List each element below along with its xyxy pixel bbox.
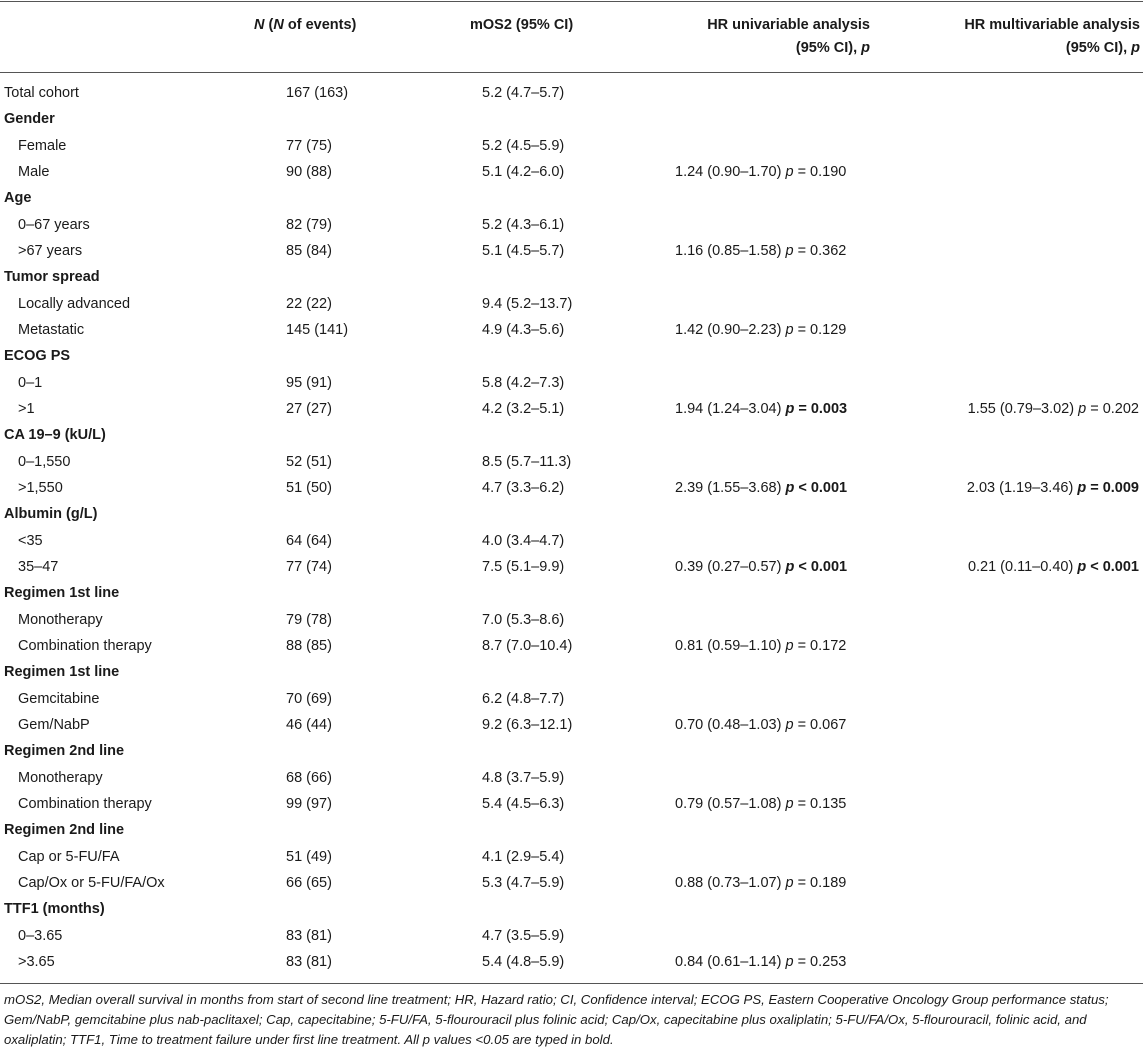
hr-value: 0.81 (0.59–1.10) — [675, 637, 782, 654]
n-events-cell: 64 (64) — [286, 532, 332, 549]
table-row — [0, 949, 1143, 975]
row-label: ECOG PS — [4, 348, 71, 365]
p-symbol: p — [785, 163, 794, 180]
table-body — [0, 80, 1143, 975]
row-label: 35–47 — [18, 558, 59, 575]
row-label: CA 19–9 (kU/L) — [4, 427, 106, 444]
hr-value: 1.42 (0.90–2.23) — [675, 321, 782, 338]
table-row — [0, 870, 1143, 896]
p-value: = 0.009 — [1090, 479, 1139, 496]
p-symbol: p — [785, 400, 795, 417]
mos2-cell: 8.7 (7.0–10.4) — [482, 637, 573, 654]
mos2-cell: 5.2 (4.5–5.9) — [482, 137, 565, 154]
hr-univariable-cell — [675, 949, 846, 975]
table-row — [0, 633, 1143, 659]
n-events-cell: 83 (81) — [286, 927, 332, 944]
row-label: Gem/NabP — [18, 716, 90, 733]
table-row — [0, 212, 1143, 238]
mos2-cell: 4.8 (3.7–5.9) — [482, 769, 565, 786]
table-group-header — [0, 106, 1143, 132]
hr-univariable-cell — [675, 475, 847, 501]
row-label: Regimen 2nd line — [4, 822, 125, 839]
mos2-cell: 9.2 (6.3–12.1) — [482, 716, 573, 733]
row-label: Monotherapy — [18, 769, 103, 786]
p-value: = 0.189 — [797, 874, 847, 891]
mos2-cell: 4.9 (4.3–5.6) — [482, 321, 565, 338]
p-symbol: p — [785, 795, 794, 812]
row-label: >1 — [18, 400, 35, 417]
row-label: Gemcitabine — [18, 690, 100, 707]
n-events-cell: 22 (22) — [286, 295, 332, 312]
top-rule — [0, 1, 1143, 2]
row-label: Monotherapy — [18, 611, 103, 628]
n-events-cell: 27 (27) — [286, 400, 332, 417]
mos2-cell: 6.2 (4.8–7.7) — [482, 690, 565, 707]
table-group-header — [0, 501, 1143, 527]
n-events-cell: 46 (44) — [286, 716, 332, 733]
table-group-header — [0, 343, 1143, 369]
table-row — [0, 844, 1143, 870]
mos2-cell: 5.3 (4.7–5.9) — [482, 874, 565, 891]
mos2-cell: 9.4 (5.2–13.7) — [482, 295, 573, 312]
mos2-cell: 8.5 (5.7–11.3) — [482, 453, 572, 470]
row-label: Cap/Ox or 5-FU/FA/Ox — [18, 874, 165, 891]
header-rule — [0, 72, 1143, 73]
n-events-cell: 51 (49) — [286, 848, 332, 865]
p-value: < 0.001 — [798, 479, 848, 496]
n-events-cell: 68 (66) — [286, 769, 332, 786]
table-footnote: mOS2, Median overall survival in months from start of second line treatment; HR, Hazard ratio; CI, Confidence interval; ECOG PS, Eastern Cooperative Oncology Group performance status; Gem/NabP, gemcitabine plus nab-paclitaxel; Cap, capecitabine; 5-FU/FA, 5-flourouracil plus folinic acid; Cap/Ox, capecitabine plus oxaliplatin; 5-FU/FA/Ox, 5-flourouracil, folinic acid, and oxaliplatin; TTF1, Time to treatment failure under first line treatment. All p values <0.05 are typed in bold. — [4, 992, 1109, 1047]
row-label: 0–3.65 — [18, 927, 63, 944]
hr-univariable-cell — [675, 396, 847, 422]
row-label: TTF1 (months) — [4, 901, 105, 918]
table-row — [0, 475, 1143, 501]
mos2-cell: 4.1 (2.9–5.4) — [482, 848, 565, 865]
table-row — [0, 238, 1143, 264]
n-events-cell: 83 (81) — [286, 953, 332, 970]
hr-univariable-cell — [675, 870, 846, 896]
p-value: = 0.362 — [797, 242, 847, 259]
p-symbol: p — [785, 716, 794, 733]
row-label: Male — [18, 163, 50, 180]
p-symbol: p — [1077, 558, 1087, 575]
row-label: 0–1 — [18, 374, 43, 391]
table-group-header — [0, 738, 1143, 764]
p-symbol: p — [1078, 400, 1087, 417]
hr-value: 1.16 (0.85–1.58) — [675, 242, 782, 259]
mos2-cell: 4.2 (3.2–5.1) — [482, 400, 565, 417]
table-row — [0, 80, 1143, 106]
row-label: Regimen 2nd line — [4, 743, 125, 760]
n-events-cell: 70 (69) — [286, 690, 332, 707]
table-row — [0, 396, 1143, 422]
table-group-header — [0, 185, 1143, 211]
hr-value: 0.21 (0.11–0.40) — [967, 558, 1074, 575]
p-symbol: p — [785, 242, 794, 259]
hr-value: 2.03 (1.19–3.46) — [966, 479, 1074, 496]
hr-univariable-cell — [675, 791, 846, 817]
hr-multivariable-cell — [967, 475, 1139, 501]
header-mos2: mOS2 (95% CI) — [470, 17, 574, 33]
n-events-cell: 77 (74) — [286, 558, 332, 575]
p-symbol: p — [785, 874, 794, 891]
table-row — [0, 765, 1143, 791]
hr-value: 1.24 (0.90–1.70) — [675, 163, 782, 180]
p-value: = 0.172 — [797, 637, 847, 654]
row-label: 0–67 years — [18, 216, 90, 233]
mos2-cell: 5.4 (4.8–5.9) — [482, 953, 565, 970]
mos2-cell: 7.0 (5.3–8.6) — [482, 611, 565, 628]
row-label: Locally advanced — [18, 295, 131, 312]
p-symbol: p — [785, 479, 795, 496]
row-label: Age — [4, 190, 32, 207]
p-value: = 0.003 — [798, 400, 848, 417]
hr-value: 0.70 (0.48–1.03) — [675, 716, 782, 733]
table-row — [0, 159, 1143, 185]
table-group-header — [0, 896, 1143, 922]
header-n-events: N (N of events) — [254, 17, 357, 33]
n-events-cell: 88 (85) — [286, 637, 332, 654]
n-events-cell: 145 (141) — [286, 321, 349, 338]
table-row — [0, 607, 1143, 633]
p-symbol: p — [785, 953, 794, 970]
p-value: = 0.190 — [797, 163, 847, 180]
table-group-header — [0, 817, 1143, 843]
hr-multivariable-cell — [968, 396, 1139, 422]
p-value: = 0.253 — [797, 953, 847, 970]
hr-value: 0.79 (0.57–1.08) — [675, 795, 782, 812]
table-row — [0, 528, 1143, 554]
table-row — [0, 686, 1143, 712]
header-hr-multivariable: HR multivariable analysis (95% CI), p — [964, 17, 1140, 56]
table-row — [0, 449, 1143, 475]
table-row — [0, 317, 1143, 343]
table-row — [0, 712, 1143, 738]
header-hr-univariable: HR univariable analysis (95% CI), p — [707, 17, 870, 56]
mos2-cell: 5.4 (4.5–6.3) — [482, 795, 565, 812]
table-group-header — [0, 659, 1143, 685]
table-row — [0, 370, 1143, 396]
p-value: = 0.202 — [1090, 400, 1139, 417]
row-label: Regimen 1st line — [4, 664, 120, 681]
hr-value: 0.84 (0.61–1.14) — [675, 953, 782, 970]
row-label: Total cohort — [4, 85, 79, 101]
row-label: Tumor spread — [4, 269, 100, 286]
mos2-cell: 5.1 (4.2–6.0) — [482, 163, 565, 180]
n-events-cell: 79 (78) — [286, 611, 332, 628]
mos2-cell: 5.2 (4.7–5.7) — [482, 85, 565, 101]
mos2-cell: 4.7 (3.3–6.2) — [482, 479, 565, 496]
table-row — [0, 923, 1143, 949]
p-value: < 0.001 — [1090, 558, 1139, 575]
row-label: Female — [18, 137, 67, 154]
n-events-cell: 90 (88) — [286, 163, 332, 180]
mos2-cell: 5.2 (4.3–6.1) — [482, 216, 565, 233]
row-label: Gender — [4, 111, 55, 128]
row-label: Combination therapy — [18, 637, 152, 654]
n-events-cell: 52 (51) — [286, 453, 332, 470]
row-label: Cap or 5-FU/FA — [18, 848, 120, 865]
table-row — [0, 554, 1143, 580]
row-label: Albumin (g/L) — [4, 506, 98, 523]
n-events-cell: 95 (91) — [286, 374, 332, 391]
hr-univariable-cell — [675, 238, 846, 264]
n-events-cell: 77 (75) — [286, 137, 332, 154]
table-group-header — [0, 422, 1143, 448]
row-label: >1,550 — [18, 479, 63, 496]
hr-value: 1.94 (1.24–3.04) — [675, 400, 782, 417]
n-events-cell: 82 (79) — [286, 216, 332, 233]
row-label: 0–1,550 — [18, 453, 71, 470]
row-label: Combination therapy — [18, 795, 152, 812]
hr-univariable-cell — [675, 554, 847, 580]
p-value: < 0.001 — [798, 558, 848, 575]
p-value: = 0.129 — [797, 321, 847, 338]
hr-univariable-cell — [675, 159, 846, 185]
mos2-cell: 7.5 (5.1–9.9) — [482, 558, 565, 575]
p-value: = 0.067 — [797, 716, 847, 733]
row-label: Regimen 1st line — [4, 585, 120, 602]
table-row — [0, 133, 1143, 159]
row-label: <35 — [18, 532, 43, 549]
p-symbol: p — [785, 558, 795, 575]
p-symbol: p — [785, 637, 794, 654]
table-row — [0, 291, 1143, 317]
mos2-cell: 5.8 (4.2–7.3) — [482, 374, 565, 391]
p-symbol: p — [785, 321, 794, 338]
table-group-header — [0, 580, 1143, 606]
hr-univariable-cell — [675, 633, 846, 659]
n-events-cell: 99 (97) — [286, 795, 332, 812]
hr-value: 1.55 (0.79–3.02) — [967, 400, 1075, 417]
mos2-cell: 4.7 (3.5–5.9) — [482, 927, 565, 944]
p-symbol: p — [1077, 479, 1087, 496]
table-row — [0, 791, 1143, 817]
n-events-cell: 167 (163) — [286, 85, 349, 101]
mos2-cell: 5.1 (4.5–5.7) — [482, 242, 565, 259]
p-value: = 0.135 — [797, 795, 847, 812]
n-events-cell: 66 (65) — [286, 874, 332, 891]
table-group-header — [0, 264, 1143, 290]
n-events-cell: 85 (84) — [286, 242, 332, 259]
row-label: >67 years — [18, 242, 83, 259]
hr-multivariable-cell — [968, 554, 1139, 580]
hr-value: 0.88 (0.73–1.07) — [675, 874, 782, 891]
n-events-cell: 51 (50) — [286, 479, 332, 496]
hr-value: 2.39 (1.55–3.68) — [675, 479, 782, 496]
row-label: >3.65 — [18, 953, 55, 970]
hr-value: 0.39 (0.27–0.57) — [675, 558, 782, 575]
hr-univariable-cell — [675, 712, 846, 738]
row-label: Metastatic — [18, 321, 85, 338]
hr-univariable-cell — [675, 317, 846, 343]
bottom-rule — [0, 983, 1143, 984]
mos2-cell: 4.0 (3.4–4.7) — [482, 532, 565, 549]
